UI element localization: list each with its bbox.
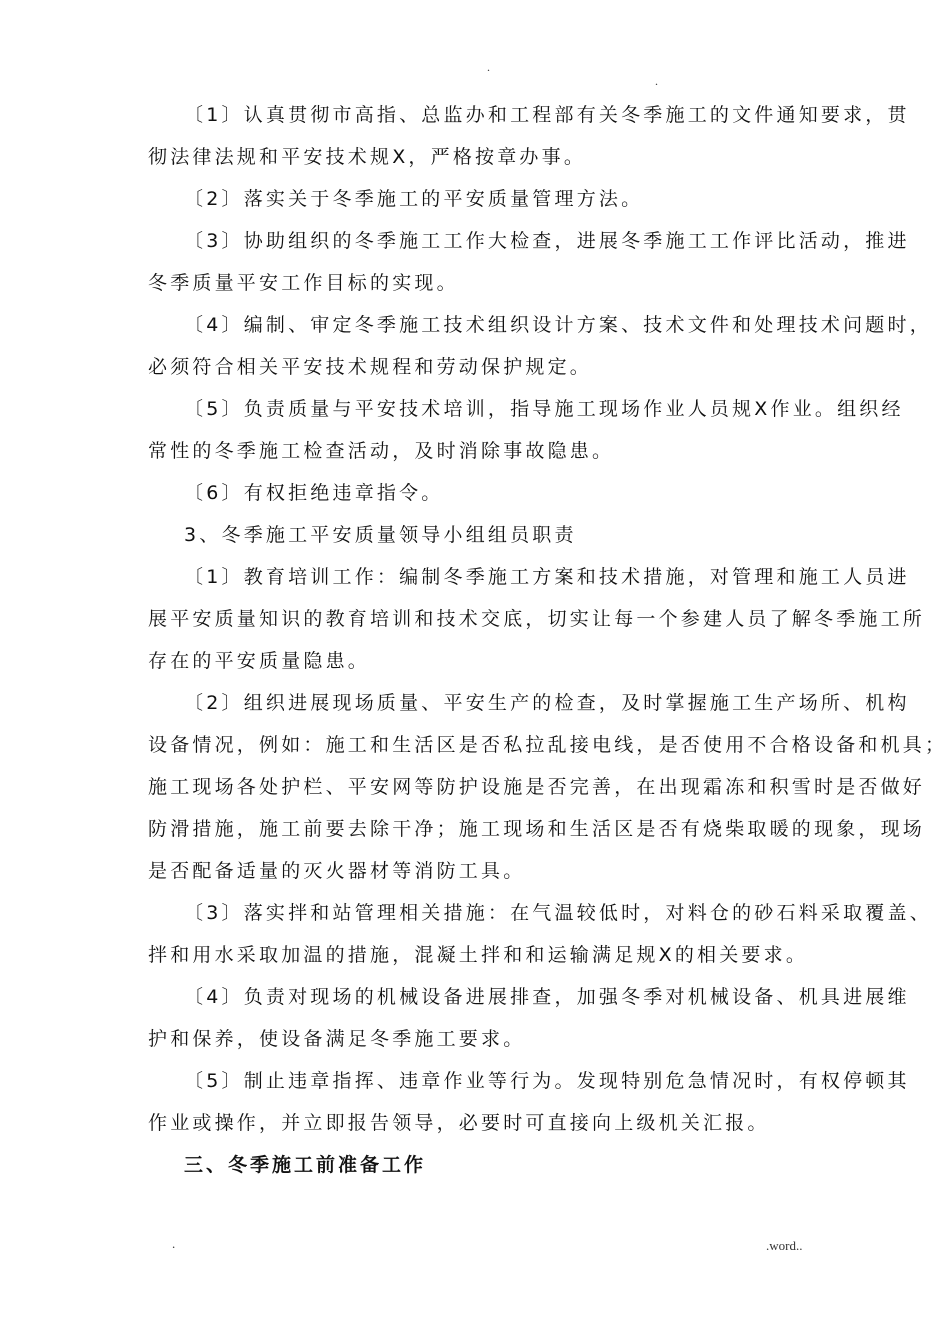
paragraph-line: 〔4〕负责对现场的机械设备进展排查，加强冬季对机械设备、机具进展维 bbox=[184, 986, 910, 1008]
paragraph-line: 拌和用水采取加温的措施，混凝土拌和和运输满足规X的相关要求。 bbox=[148, 944, 809, 966]
paragraph-line: 防滑措施，施工前要去除干净；施工现场和生活区是否有烧柴取暖的现象，现场 bbox=[148, 818, 926, 840]
paragraph-line: 〔3〕协助组织的冬季施工工作大检查，进展冬季施工工作评比活动，推进 bbox=[184, 230, 910, 252]
header-mark-right: . bbox=[655, 74, 658, 88]
paragraph-line: 〔2〕组织进展现场质量、平安生产的检查，及时掌握施工生产场所、机构 bbox=[184, 692, 910, 714]
paragraph bbox=[148, 976, 910, 1060]
paragraph-line: 〔2〕落实关于冬季施工的平安质量管理方法。 bbox=[184, 188, 644, 210]
paragraph bbox=[148, 178, 808, 220]
paragraph bbox=[148, 220, 910, 304]
paragraph-line: 设备情况，例如：施工和生活区是否私拉乱接电线，是否使用不合格设备和机具； bbox=[148, 734, 948, 756]
header-mark-center: . bbox=[487, 60, 490, 74]
paragraph-line: 展平安质量知识的教育培训和技术交底，切实让每一个参建人员了解冬季施工所 bbox=[148, 608, 926, 630]
paragraph bbox=[148, 514, 808, 556]
paragraph-line: 〔4〕编制、审定冬季施工技术组织设计方案、技术文件和处理技术问题时， bbox=[184, 314, 932, 336]
paragraph bbox=[148, 556, 926, 682]
paragraph-line: 施工现场各处护栏、平安网等防护设施是否完善，在出现霜冻和积雪时是否做好 bbox=[148, 776, 926, 798]
paragraph-line: 常性的冬季施工检查活动，及时消除事故隐患。 bbox=[148, 440, 615, 462]
paragraph-line: 〔5〕制止违章指挥、违章作业等行为。发现特别危急情况时，有权停顿其 bbox=[184, 1070, 910, 1092]
paragraph bbox=[148, 388, 904, 472]
paragraph bbox=[148, 304, 932, 388]
paragraph bbox=[148, 1060, 910, 1144]
paragraph-line: 护和保养，使设备满足冬季施工要求。 bbox=[148, 1028, 526, 1050]
paragraph bbox=[148, 682, 948, 892]
paragraph-line: 〔1〕认真贯彻市高指、总监办和工程部有关冬季施工的文件通知要求，贯 bbox=[184, 104, 910, 126]
paragraph bbox=[148, 472, 808, 514]
paragraph-line: 作业或操作，并立即报告领导，必要时可直接向上级机关汇报。 bbox=[148, 1112, 770, 1134]
paragraph-line: 是否配备适量的灭火器材等消防工具。 bbox=[148, 860, 526, 882]
paragraph-line: 〔5〕负责质量与平安技术培训，指导施工现场作业人员规X作业。组织经 bbox=[184, 398, 904, 420]
paragraph-line: 〔1〕教育培训工作：编制冬季施工方案和技术措施，对管理和施工人员进 bbox=[184, 566, 910, 588]
paragraph bbox=[148, 94, 910, 178]
paragraph bbox=[148, 892, 932, 976]
paragraph-line: 存在的平安质量隐患。 bbox=[148, 650, 371, 672]
footer-left-mark: . bbox=[172, 1236, 176, 1251]
footer-right-text: .word.. bbox=[766, 1238, 803, 1253]
paragraph-line: 必须符合相关平安技术规程和劳动保护规定。 bbox=[148, 356, 593, 378]
paragraph-line: 〔6〕有权拒绝违章指令。 bbox=[184, 482, 444, 504]
paragraph-line: 彻法律法规和平安技术规X，严格按章办事。 bbox=[148, 146, 587, 168]
paragraph-line: 〔3〕落实拌和站管理相关措施：在气温较低时，对料仓的砂石料采取覆盖、 bbox=[184, 902, 932, 924]
section-heading: 三、冬季施工前准备工作 bbox=[184, 1154, 427, 1176]
paragraph-line: 3、冬季施工平安质量领导小组组员职责 bbox=[184, 524, 577, 546]
paragraph-line: 冬季质量平安工作目标的实现。 bbox=[148, 272, 459, 294]
document-body bbox=[148, 94, 948, 1186]
